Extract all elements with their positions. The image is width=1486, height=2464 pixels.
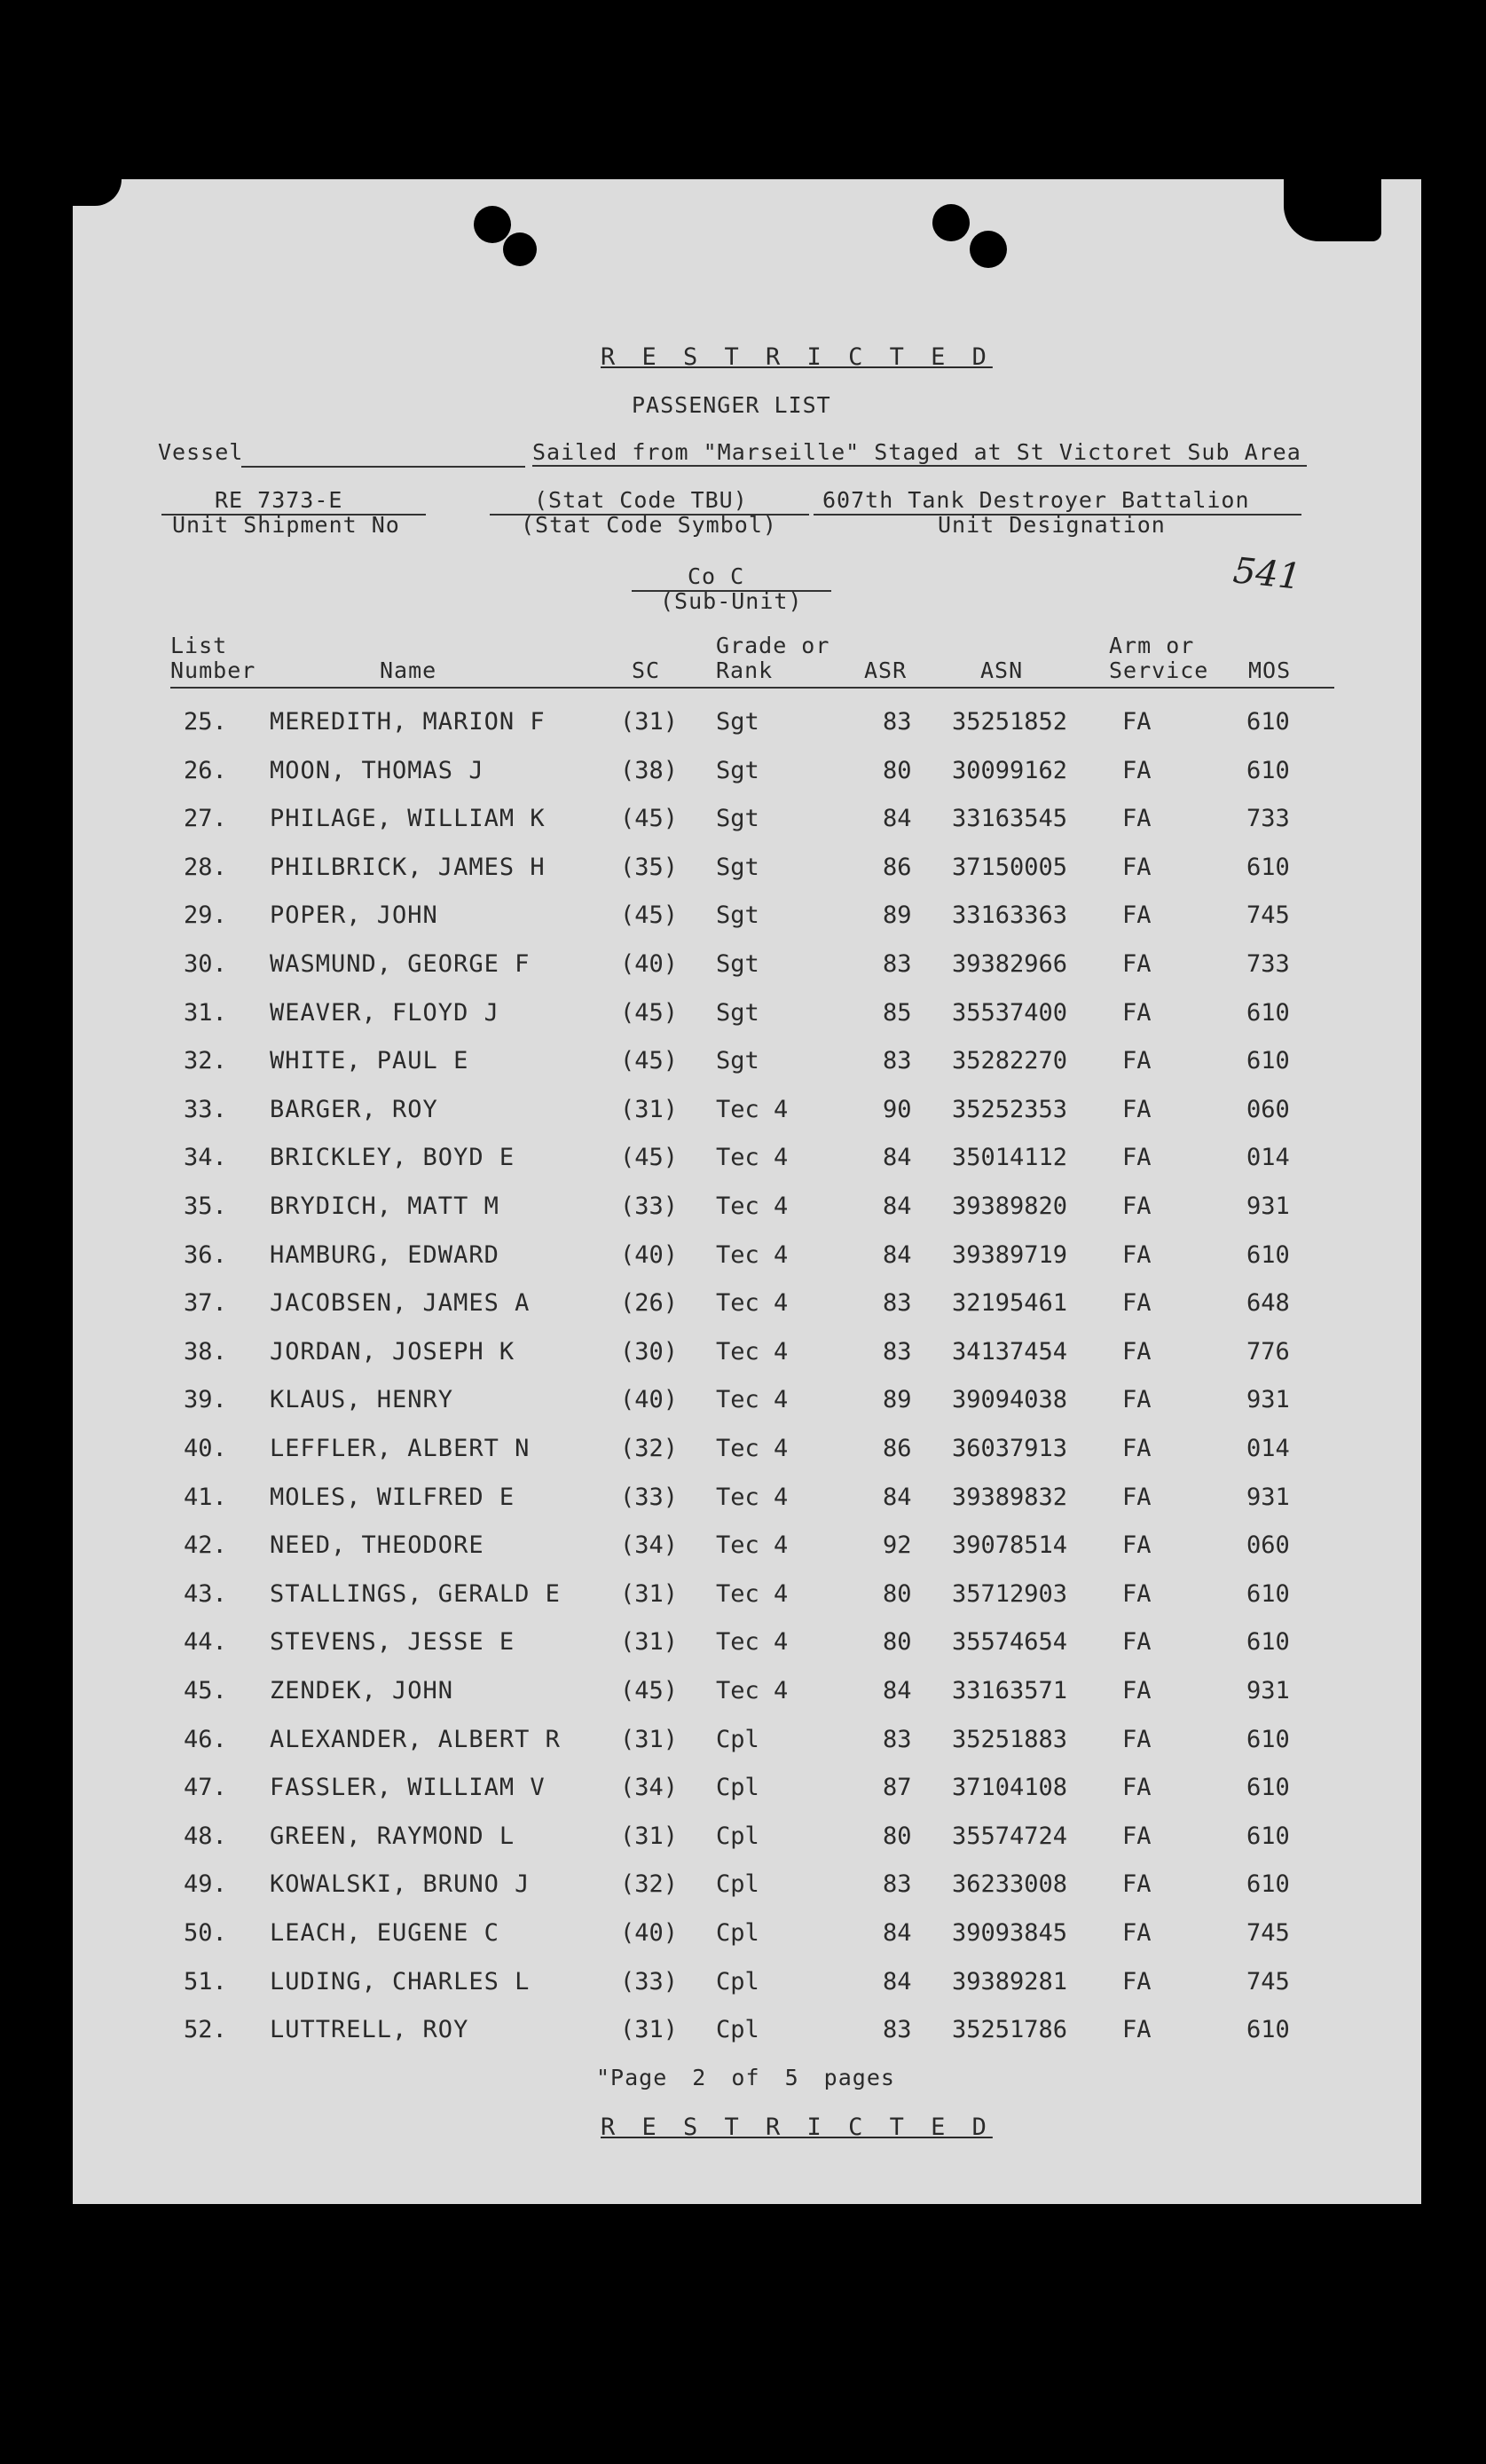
restricted-header: R E S T R I C T E D [601,343,993,371]
table-row [73,1870,1421,1915]
mos-code: 060 [1246,1531,1290,1560]
stat-code-value: (Stat Code TBU) [534,487,748,513]
grade-rank: Tec 4 [716,1531,789,1560]
grade-rank: Tec 4 [716,1144,789,1172]
asn-number: 35251852 [952,708,1068,736]
punch-hole [474,206,511,243]
grade-rank: Tec 4 [716,1483,789,1511]
list-number: 38. [184,1337,227,1366]
document-title: PASSENGER LIST [632,392,831,418]
sc-code: (45) [620,998,679,1027]
grade-rank: Cpl [716,1870,759,1899]
list-number: 47. [184,1774,227,1802]
vessel-field [241,466,525,468]
asn-number: 33163545 [952,805,1068,833]
list-number: 42. [184,1531,227,1560]
table-row [73,1919,1421,1964]
passenger-name: WHITE, PAUL E [270,1047,469,1075]
asr-score: 90 [883,1095,912,1123]
asr-score: 80 [883,1579,912,1608]
passenger-name: BRICKLEY, BOYD E [270,1144,515,1172]
asr-score: 84 [883,1483,912,1511]
list-number: 37. [184,1289,227,1318]
asr-score: 80 [883,756,912,784]
asr-score: 84 [883,1144,912,1172]
sc-code: (31) [620,1095,679,1123]
list-number: 45. [184,1677,227,1704]
passenger-name: LUTTRELL, ROY [270,2016,469,2044]
arm-service: FA [1122,2016,1152,2044]
sc-code: (40) [620,1386,679,1414]
asr-score: 84 [883,1193,912,1220]
arm-service: FA [1122,853,1152,881]
sc-code: (45) [620,1144,679,1172]
asn-number: 32195461 [952,1289,1068,1318]
mos-code: 610 [1246,708,1290,736]
grade-rank: Cpl [716,1725,759,1753]
mos-code: 060 [1246,1095,1290,1123]
passenger-name: HAMBURG, EDWARD [270,1240,499,1269]
arm-service: FA [1122,1725,1152,1753]
mos-code: 733 [1246,950,1290,978]
arm-service: FA [1122,1144,1152,1172]
mos-code: 610 [1246,1240,1290,1269]
sub-unit-value: Co C [688,563,745,589]
list-number: 41. [184,1483,227,1511]
list-number: 32. [184,1047,227,1075]
list-number: 28. [184,853,227,881]
table-row [73,1774,1421,1818]
passenger-name: LUDING, CHARLES L [270,1967,531,1996]
passenger-name: KOWALSKI, BRUNO J [270,1870,531,1899]
asr-score: 84 [883,1677,912,1704]
sc-code: (45) [620,1047,679,1075]
sc-code: (30) [620,1337,679,1366]
stat-code-label: (Stat Code Symbol) [521,512,777,538]
document-page [73,179,1421,2204]
list-number: 29. [184,901,227,930]
asn-number: 35574724 [952,1822,1068,1850]
col-grade: Grade or Rank [716,633,830,683]
col-mos: MOS [1248,657,1292,683]
asn-number: 35537400 [952,998,1068,1027]
list-number: 50. [184,1919,227,1947]
arm-service: FA [1122,1193,1152,1220]
table-row [73,1193,1421,1237]
page-count-text: "Page 2 of 5 pages [596,2065,895,2090]
grade-rank: Tec 4 [716,1435,789,1462]
table-row [73,1096,1421,1140]
unit-shipment-label: Unit Shipment No [172,512,400,538]
sc-code: (31) [620,1628,679,1657]
grade-rank: Cpl [716,2016,759,2044]
asn-number: 33163363 [952,901,1068,930]
arm-service: FA [1122,1919,1152,1947]
passenger-name: MOON, THOMAS J [270,756,484,784]
col-arm-service: Arm or Service [1109,633,1209,683]
mos-code: 648 [1246,1289,1290,1318]
arm-service: FA [1122,1870,1152,1899]
asr-score: 83 [883,2016,912,2044]
table-row [73,1580,1421,1625]
asn-number: 35251786 [952,2016,1068,2044]
mos-code: 610 [1246,998,1290,1027]
mos-code: 745 [1246,901,1290,930]
asr-score: 83 [883,1337,912,1366]
arm-service: FA [1122,1435,1152,1462]
list-number: 26. [184,756,227,784]
asn-number: 39094038 [952,1386,1068,1414]
passenger-name: STEVENS, JESSE E [270,1628,515,1657]
asn-number: 37104108 [952,1774,1068,1802]
mos-code: 610 [1246,1774,1290,1802]
list-number: 49. [184,1870,227,1899]
asr-score: 92 [883,1531,912,1560]
restricted-footer: R E S T R I C T E D [601,2114,993,2141]
asr-score: 86 [883,1435,912,1462]
list-number: 51. [184,1967,227,1996]
grade-rank: Tec 4 [716,1289,789,1318]
punch-hole [932,204,970,241]
grade-rank: Tec 4 [716,1337,789,1366]
asn-number: 39093845 [952,1919,1068,1947]
passenger-name: FASSLER, WILLIAM V [270,1774,546,1802]
table-row [73,1144,1421,1188]
grade-rank: Sgt [716,805,759,833]
grade-rank: Cpl [716,1774,759,1802]
arm-service: FA [1122,1579,1152,1608]
arm-service: FA [1122,1677,1152,1704]
asn-number: 35252353 [952,1095,1068,1123]
passenger-name: JORDAN, JOSEPH K [270,1337,515,1366]
sc-code: (45) [620,901,679,930]
asn-number: 35251883 [952,1725,1068,1753]
col-list-number: List Number [170,633,256,683]
grade-rank: Sgt [716,950,759,978]
asr-score: 83 [883,1047,912,1075]
asr-score: 83 [883,950,912,978]
list-number: 33. [184,1095,227,1123]
list-number: 52. [184,2016,227,2044]
mos-code: 610 [1246,1822,1290,1850]
arm-service: FA [1122,1240,1152,1269]
sc-code: (33) [620,1193,679,1220]
sc-code: (31) [620,1725,679,1753]
passenger-name: PHILAGE, WILLIAM K [270,805,546,833]
passenger-name: GREEN, RAYMOND L [270,1822,515,1850]
grade-rank: Sgt [716,708,759,736]
grade-rank: Cpl [716,1967,759,1996]
grade-rank: Cpl [716,1822,759,1850]
arm-service: FA [1122,1047,1152,1075]
sc-code: (38) [620,756,679,784]
arm-service: FA [1122,1531,1152,1560]
passenger-name: WEAVER, FLOYD J [270,998,499,1027]
sc-code: (31) [620,708,679,736]
mos-code: 733 [1246,805,1290,833]
punch-hole [970,231,1007,268]
table-row [73,1241,1421,1286]
asr-score: 83 [883,1870,912,1899]
list-number: 25. [184,708,227,736]
mos-code: 931 [1246,1386,1290,1414]
punch-hole [503,232,537,266]
passenger-name: LEFFLER, ALBERT N [270,1435,531,1462]
grade-rank: Sgt [716,998,759,1027]
mos-code: 931 [1246,1193,1290,1220]
sc-code: (31) [620,1579,679,1608]
table-row [73,708,1421,752]
asr-score: 83 [883,708,912,736]
mos-code: 610 [1246,2016,1290,2044]
sc-code: (45) [620,805,679,833]
table-row [73,805,1421,849]
arm-service: FA [1122,805,1152,833]
table-row [73,1435,1421,1479]
asn-number: 39389832 [952,1483,1068,1511]
arm-service: FA [1122,756,1152,784]
asn-number: 39389820 [952,1193,1068,1220]
mos-code: 610 [1246,1870,1290,1899]
mos-code: 610 [1246,1725,1290,1753]
list-number: 31. [184,998,227,1027]
table-row [73,901,1421,946]
asn-number: 39078514 [952,1531,1068,1560]
grade-rank: Tec 4 [716,1240,789,1269]
asr-score: 84 [883,1240,912,1269]
list-number: 46. [184,1725,227,1753]
table-row [73,1047,1421,1091]
passenger-name: ALEXANDER, ALBERT R [270,1725,561,1753]
arm-service: FA [1122,1289,1152,1318]
mos-code: 776 [1246,1337,1290,1366]
sailed-from-text: Sailed from "Marseille" Staged at St Victoret Sub Area [532,439,1307,467]
grade-rank: Tec 4 [716,1386,789,1414]
mos-code: 014 [1246,1144,1290,1172]
passenger-name: JACOBSEN, JAMES A [270,1289,531,1318]
list-number: 48. [184,1822,227,1850]
grade-rank: Tec 4 [716,1095,789,1123]
col-sc: SC [632,657,661,683]
col-asn: ASN [980,657,1024,683]
arm-service: FA [1122,1774,1152,1802]
handwritten-number: 541 [1230,550,1303,598]
asn-number: 35014112 [952,1144,1068,1172]
mos-code: 610 [1246,1579,1290,1608]
list-number: 30. [184,950,227,978]
list-number: 35. [184,1193,227,1220]
unit-designation-label: Unit Designation [938,512,1166,538]
arm-service: FA [1122,1967,1152,1996]
arm-service: FA [1122,1386,1152,1414]
passenger-name: BRYDICH, MATT M [270,1193,499,1220]
passenger-name: MEREDITH, MARION F [270,708,546,736]
table-row [73,1822,1421,1867]
table-row [73,1726,1421,1770]
asr-score: 80 [883,1628,912,1657]
unit-designation-value: 607th Tank Destroyer Battalion [822,487,1250,513]
passenger-name: WASMUND, GEORGE F [270,950,531,978]
sc-code: (35) [620,853,679,881]
sc-code: (33) [620,1483,679,1511]
arm-service: FA [1122,1628,1152,1657]
asr-score: 86 [883,853,912,881]
asr-score: 89 [883,901,912,930]
asn-number: 36233008 [952,1870,1068,1899]
arm-service: FA [1122,1095,1152,1123]
mos-code: 745 [1246,1919,1290,1947]
passenger-name: PHILBRICK, JAMES H [270,853,546,881]
table-row [73,2016,1421,2060]
list-number: 27. [184,805,227,833]
asr-score: 87 [883,1774,912,1802]
asn-number: 30099162 [952,756,1068,784]
arm-service: FA [1122,1483,1152,1511]
list-number: 44. [184,1628,227,1657]
unit-shipment-value: RE 7373-E [215,487,343,513]
grade-rank: Sgt [716,1047,759,1075]
list-number: 34. [184,1144,227,1172]
asn-number: 39389281 [952,1967,1068,1996]
table-row [73,999,1421,1043]
grade-rank: Sgt [716,853,759,881]
asn-number: 39382966 [952,950,1068,978]
grade-rank: Cpl [716,1919,759,1947]
table-row [73,1628,1421,1673]
col-name: Name [380,657,437,683]
asr-score: 83 [883,1725,912,1753]
asr-score: 83 [883,1289,912,1318]
sc-code: (40) [620,950,679,978]
mos-code: 014 [1246,1435,1290,1462]
table-row [73,1289,1421,1334]
col-asr: ASR [864,657,908,683]
table-row [73,1484,1421,1528]
asr-score: 85 [883,998,912,1027]
grade-rank: Sgt [716,901,759,930]
table-row [73,1531,1421,1576]
mos-code: 610 [1246,1628,1290,1657]
asr-score: 80 [883,1822,912,1850]
sc-code: (31) [620,2016,679,2044]
table-row [73,854,1421,898]
asn-number: 35712903 [952,1579,1068,1608]
sc-code: (34) [620,1531,679,1560]
passenger-name: MOLES, WILFRED E [270,1483,515,1511]
passenger-name: STALLINGS, GERALD E [270,1579,561,1608]
sc-code: (26) [620,1289,679,1318]
list-number: 36. [184,1240,227,1269]
asn-number: 33163571 [952,1677,1068,1704]
passenger-name: NEED, THEODORE [270,1531,484,1560]
torn-corner-right [1284,179,1381,241]
arm-service: FA [1122,1822,1152,1850]
asn-number: 35282270 [952,1047,1068,1075]
arm-service: FA [1122,998,1152,1027]
sc-code: (34) [620,1774,679,1802]
grade-rank: Tec 4 [716,1193,789,1220]
passenger-name: ZENDEK, JOHN [270,1677,454,1704]
table-row [73,1338,1421,1382]
passenger-name: POPER, JOHN [270,901,438,930]
mos-code: 931 [1246,1677,1290,1704]
mos-code: 610 [1246,853,1290,881]
mos-code: 745 [1246,1967,1290,1996]
asr-score: 84 [883,1919,912,1947]
sc-code: (32) [620,1870,679,1899]
list-number: 40. [184,1435,227,1462]
table-row [73,757,1421,801]
sc-code: (31) [620,1822,679,1850]
grade-rank: Sgt [716,756,759,784]
table-row [73,950,1421,995]
asn-number: 36037913 [952,1435,1068,1462]
asr-score: 84 [883,1967,912,1996]
header-rule [170,687,1334,689]
table-row [73,1677,1421,1721]
grade-rank: Tec 4 [716,1628,789,1657]
sc-code: (40) [620,1919,679,1947]
asr-score: 89 [883,1386,912,1414]
table-row [73,1968,1421,2012]
arm-service: FA [1122,901,1152,930]
torn-corner-left [73,179,122,206]
mos-code: 610 [1246,1047,1290,1075]
asr-score: 84 [883,805,912,833]
asn-number: 35574654 [952,1628,1068,1657]
passenger-name: LEACH, EUGENE C [270,1919,499,1947]
passenger-name: BARGER, ROY [270,1095,438,1123]
arm-service: FA [1122,708,1152,736]
mos-code: 931 [1246,1483,1290,1511]
table-row [73,1386,1421,1430]
sc-code: (32) [620,1435,679,1462]
mos-code: 610 [1246,756,1290,784]
sc-code: (33) [620,1967,679,1996]
arm-service: FA [1122,950,1152,978]
passenger-name: KLAUS, HENRY [270,1386,454,1414]
list-number: 43. [184,1579,227,1608]
grade-rank: Tec 4 [716,1677,789,1704]
asn-number: 37150005 [952,853,1068,881]
arm-service: FA [1122,1337,1152,1366]
sc-code: (40) [620,1240,679,1269]
sc-code: (45) [620,1677,679,1704]
vessel-label: Vessel [158,439,244,465]
asn-number: 39389719 [952,1240,1068,1269]
asn-number: 34137454 [952,1337,1068,1366]
list-number: 39. [184,1386,227,1414]
grade-rank: Tec 4 [716,1579,789,1608]
sub-unit-label: (Sub-Unit) [660,588,803,614]
